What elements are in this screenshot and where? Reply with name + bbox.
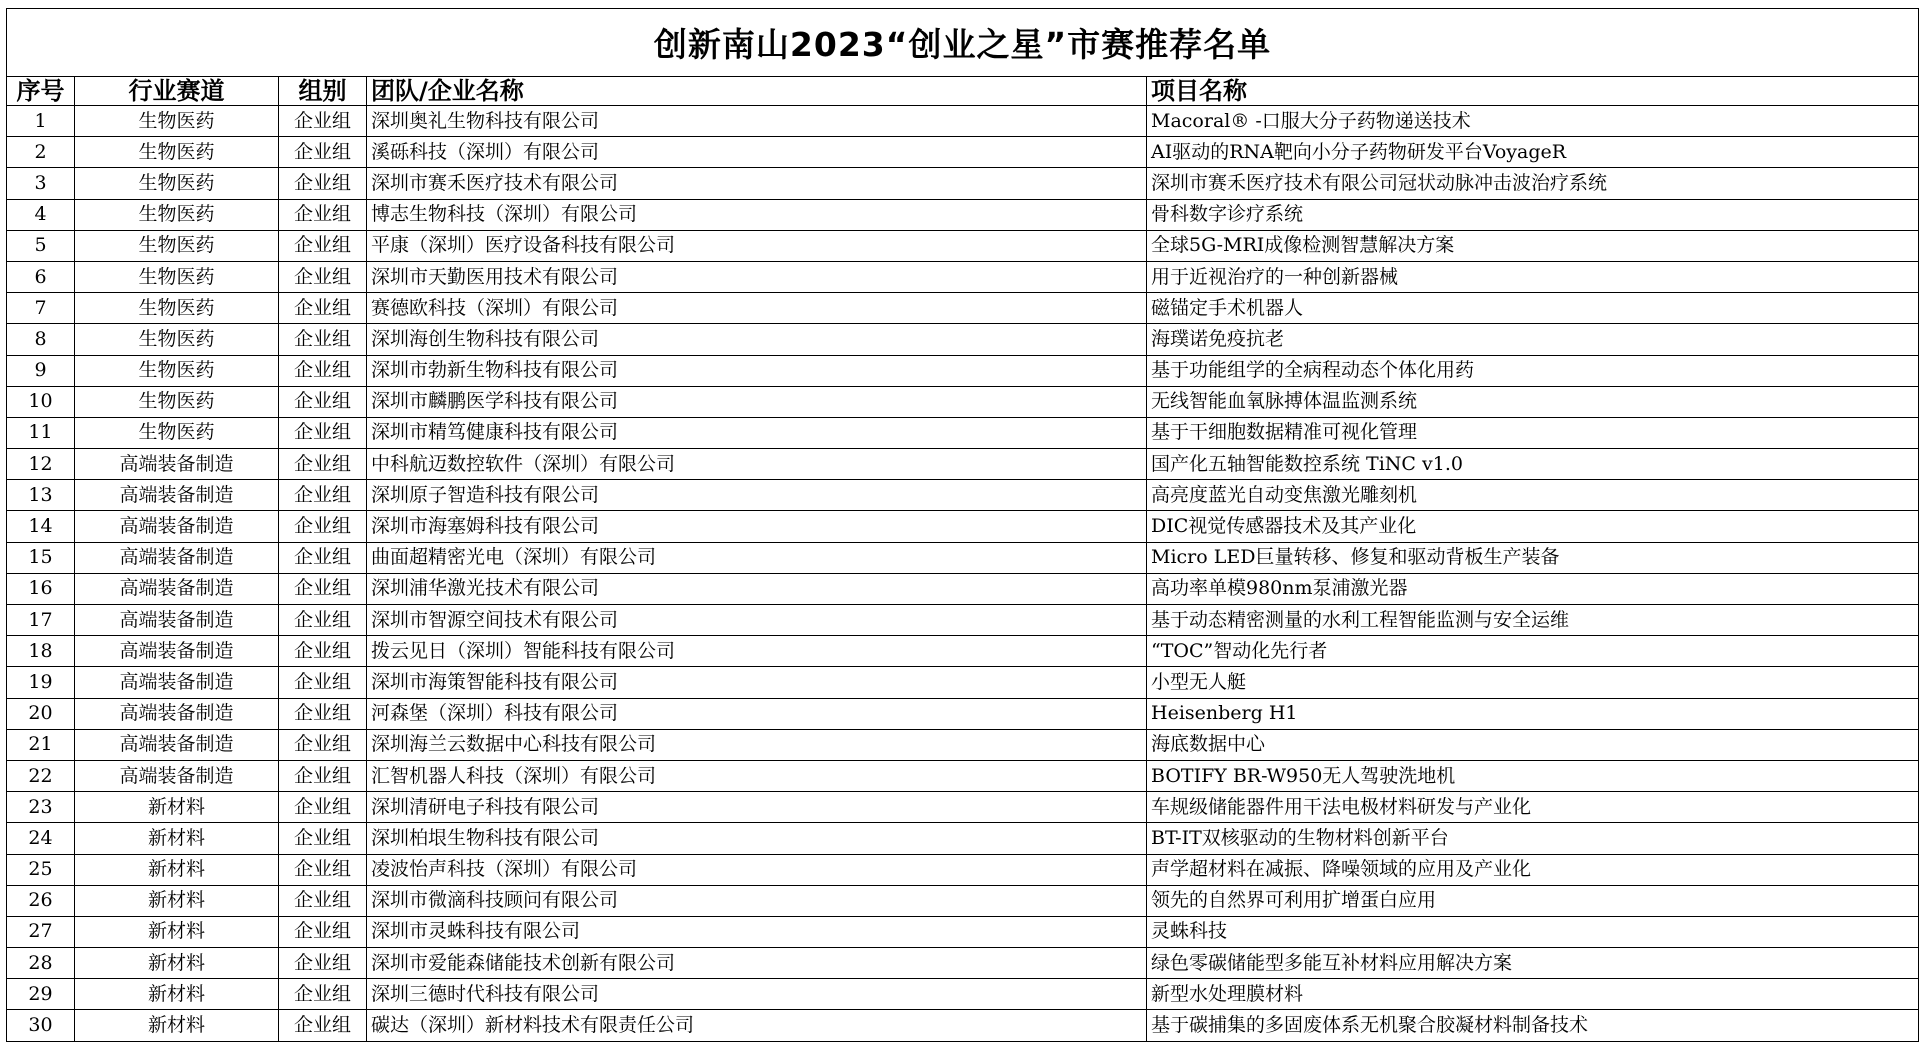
- row-project: 国产化五轴智能数控系统 TiNC v1.0: [1147, 449, 1919, 480]
- row-track: 新材料: [75, 948, 279, 979]
- row-project: 绿色零碳储能型多能互补材料应用解决方案: [1147, 948, 1919, 979]
- recommendation-list-table: [6, 8, 1919, 1042]
- row-track: 高端装备制造: [75, 636, 279, 667]
- row-track: 高端装备制造: [75, 480, 279, 511]
- row-project: BT-IT双核驱动的生物材料创新平台: [1147, 823, 1919, 854]
- row-project: 深圳市赛禾医疗技术有限公司冠状动脉冲击波治疗系统: [1147, 168, 1919, 199]
- row-company: 深圳市勃新生物科技有限公司: [367, 355, 1147, 386]
- row-index: 27: [7, 916, 75, 947]
- row-project: 骨科数字诊疗系统: [1147, 199, 1919, 230]
- table-row: [7, 698, 1919, 729]
- row-project: 基于碳捕集的多固废体系无机聚合胶凝材料制备技术: [1147, 1010, 1919, 1041]
- row-group: 企业组: [279, 199, 367, 230]
- row-group: 企业组: [279, 106, 367, 137]
- table-row: [7, 760, 1919, 791]
- row-track: 生物医药: [75, 230, 279, 261]
- row-company: 深圳市海塞姆科技有限公司: [367, 511, 1147, 542]
- row-project: AI驱动的RNA靶向小分子药物研发平台VoyageR: [1147, 137, 1919, 168]
- row-company: 汇智机器人科技（深圳）有限公司: [367, 760, 1147, 791]
- table-row: [7, 324, 1919, 355]
- row-company: 中科航迈数控软件（深圳）有限公司: [367, 449, 1147, 480]
- row-index: 16: [7, 573, 75, 604]
- row-group: 企业组: [279, 261, 367, 292]
- table-row: [7, 667, 1919, 698]
- table-row: [7, 1010, 1919, 1041]
- row-track: 高端装备制造: [75, 698, 279, 729]
- row-group: 企业组: [279, 885, 367, 916]
- row-index: 25: [7, 854, 75, 885]
- row-company: 溪砾科技（深圳）有限公司: [367, 137, 1147, 168]
- row-company: 深圳市海策智能科技有限公司: [367, 667, 1147, 698]
- table-row: [7, 137, 1919, 168]
- table-row: [7, 823, 1919, 854]
- row-track: 新材料: [75, 792, 279, 823]
- row-track: 高端装备制造: [75, 449, 279, 480]
- row-track: 新材料: [75, 885, 279, 916]
- row-project: Heisenberg H1: [1147, 698, 1919, 729]
- table-row: [7, 199, 1919, 230]
- row-index: 4: [7, 199, 75, 230]
- row-project: 高功率单模980nm泵浦激光器: [1147, 573, 1919, 604]
- row-group: 企业组: [279, 1010, 367, 1041]
- row-group: 企业组: [279, 230, 367, 261]
- row-company: 碳达（深圳）新材料技术有限责任公司: [367, 1010, 1147, 1041]
- row-company: 深圳市灵蛛科技有限公司: [367, 916, 1147, 947]
- header-row: [7, 77, 1919, 106]
- row-group: 企业组: [279, 449, 367, 480]
- row-company: 深圳市爱能森储能技术创新有限公司: [367, 948, 1147, 979]
- table-row: [7, 916, 1919, 947]
- row-company: 平康（深圳）医疗设备科技有限公司: [367, 230, 1147, 261]
- row-group: 企业组: [279, 605, 367, 636]
- row-index: 24: [7, 823, 75, 854]
- row-track: 生物医药: [75, 199, 279, 230]
- row-track: 高端装备制造: [75, 760, 279, 791]
- row-index: 21: [7, 729, 75, 760]
- table-row: [7, 636, 1919, 667]
- row-track: 生物医药: [75, 293, 279, 324]
- table-row: [7, 885, 1919, 916]
- row-group: 企业组: [279, 760, 367, 791]
- table-row: [7, 854, 1919, 885]
- row-index: 2: [7, 137, 75, 168]
- table-row: [7, 449, 1919, 480]
- row-project: DIC视觉传感器技术及其产业化: [1147, 511, 1919, 542]
- table-row: [7, 230, 1919, 261]
- row-track: 生物医药: [75, 386, 279, 417]
- row-track: 新材料: [75, 823, 279, 854]
- row-group: 企业组: [279, 293, 367, 324]
- row-group: 企业组: [279, 137, 367, 168]
- row-group: 企业组: [279, 511, 367, 542]
- row-index: 26: [7, 885, 75, 916]
- row-company: 凌波怡声科技（深圳）有限公司: [367, 854, 1147, 885]
- row-track: 新材料: [75, 979, 279, 1010]
- table-row: [7, 386, 1919, 417]
- row-group: 企业组: [279, 636, 367, 667]
- row-project: 用于近视治疗的一种创新器械: [1147, 261, 1919, 292]
- row-company: 深圳市智源空间技术有限公司: [367, 605, 1147, 636]
- row-track: 高端装备制造: [75, 667, 279, 698]
- header-project: 项目名称: [1147, 77, 1919, 106]
- row-group: 企业组: [279, 979, 367, 1010]
- row-index: 19: [7, 667, 75, 698]
- header-track: 行业赛道: [75, 77, 279, 106]
- table-row: [7, 573, 1919, 604]
- table-row: [7, 261, 1919, 292]
- sheet-title: 创新南山2023“创业之星”市赛推荐名单: [7, 9, 1919, 77]
- row-index: 11: [7, 417, 75, 448]
- row-index: 3: [7, 168, 75, 199]
- row-project: 灵蛛科技: [1147, 916, 1919, 947]
- row-index: 13: [7, 480, 75, 511]
- row-project: 声学超材料在减振、降噪领域的应用及产业化: [1147, 854, 1919, 885]
- title-row: [7, 9, 1919, 77]
- row-index: 12: [7, 449, 75, 480]
- table-row: [7, 948, 1919, 979]
- row-index: 5: [7, 230, 75, 261]
- row-project: 磁锚定手术机器人: [1147, 293, 1919, 324]
- row-track: 生物医药: [75, 324, 279, 355]
- table-row: [7, 729, 1919, 760]
- row-project: “TOC”智动化先行者: [1147, 636, 1919, 667]
- row-project: 基于干细胞数据精准可视化管理: [1147, 417, 1919, 448]
- row-group: 企业组: [279, 417, 367, 448]
- row-company: 深圳原子智造科技有限公司: [367, 480, 1147, 511]
- row-group: 企业组: [279, 792, 367, 823]
- row-company: 深圳柏垠生物科技有限公司: [367, 823, 1147, 854]
- row-group: 企业组: [279, 698, 367, 729]
- row-project: 领先的自然界可利用扩增蛋白应用: [1147, 885, 1919, 916]
- row-track: 生物医药: [75, 261, 279, 292]
- row-index: 29: [7, 979, 75, 1010]
- row-project: 海底数据中心: [1147, 729, 1919, 760]
- table-row: [7, 168, 1919, 199]
- row-track: 生物医药: [75, 168, 279, 199]
- row-project: Macoral® -口服大分子药物递送技术: [1147, 106, 1919, 137]
- row-index: 23: [7, 792, 75, 823]
- row-company: 深圳市麟鹏医学科技有限公司: [367, 386, 1147, 417]
- row-index: 14: [7, 511, 75, 542]
- row-company: 深圳市精笃健康科技有限公司: [367, 417, 1147, 448]
- row-group: 企业组: [279, 573, 367, 604]
- row-track: 新材料: [75, 1010, 279, 1041]
- row-index: 9: [7, 355, 75, 386]
- row-index: 17: [7, 605, 75, 636]
- row-project: 基于功能组学的全病程动态个体化用药: [1147, 355, 1919, 386]
- row-track: 高端装备制造: [75, 605, 279, 636]
- row-group: 企业组: [279, 324, 367, 355]
- row-company: 河森堡（深圳）科技有限公司: [367, 698, 1147, 729]
- row-group: 企业组: [279, 823, 367, 854]
- row-group: 企业组: [279, 854, 367, 885]
- row-track: 生物医药: [75, 137, 279, 168]
- row-index: 20: [7, 698, 75, 729]
- row-group: 企业组: [279, 916, 367, 947]
- row-company: 深圳市赛禾医疗技术有限公司: [367, 168, 1147, 199]
- row-company: 拨云见日（深圳）智能科技有限公司: [367, 636, 1147, 667]
- row-company: 赛德欧科技（深圳）有限公司: [367, 293, 1147, 324]
- table-row: [7, 511, 1919, 542]
- row-project: 无线智能血氧脉搏体温监测系统: [1147, 386, 1919, 417]
- row-track: 高端装备制造: [75, 511, 279, 542]
- table-row: [7, 792, 1919, 823]
- row-track: 高端装备制造: [75, 573, 279, 604]
- row-index: 8: [7, 324, 75, 355]
- table-row: [7, 355, 1919, 386]
- row-track: 高端装备制造: [75, 729, 279, 760]
- row-project: BOTIFY BR-W950无人驾驶洗地机: [1147, 760, 1919, 791]
- table-row: [7, 480, 1919, 511]
- row-company: 深圳海创生物科技有限公司: [367, 324, 1147, 355]
- row-company: 博志生物科技（深圳）有限公司: [367, 199, 1147, 230]
- row-project: 车规级储能器件用干法电极材料研发与产业化: [1147, 792, 1919, 823]
- row-group: 企业组: [279, 168, 367, 199]
- row-track: 新材料: [75, 916, 279, 947]
- row-group: 企业组: [279, 667, 367, 698]
- row-index: 22: [7, 760, 75, 791]
- row-project: Micro LED巨量转移、修复和驱动背板生产装备: [1147, 542, 1919, 573]
- row-index: 7: [7, 293, 75, 324]
- row-group: 企业组: [279, 542, 367, 573]
- row-project: 小型无人艇: [1147, 667, 1919, 698]
- row-company: 深圳三德时代科技有限公司: [367, 979, 1147, 1010]
- row-group: 企业组: [279, 480, 367, 511]
- header-index: 序号: [7, 77, 75, 106]
- row-company: 深圳海兰云数据中心科技有限公司: [367, 729, 1147, 760]
- header-company: 团队/企业名称: [367, 77, 1147, 106]
- row-index: 15: [7, 542, 75, 573]
- row-index: 30: [7, 1010, 75, 1041]
- table-row: [7, 106, 1919, 137]
- row-company: 曲面超精密光电（深圳）有限公司: [367, 542, 1147, 573]
- row-index: 28: [7, 948, 75, 979]
- row-index: 10: [7, 386, 75, 417]
- table-row: [7, 293, 1919, 324]
- row-track: 新材料: [75, 854, 279, 885]
- table-row: [7, 542, 1919, 573]
- table-row: [7, 417, 1919, 448]
- row-group: 企业组: [279, 355, 367, 386]
- row-track: 生物医药: [75, 355, 279, 386]
- row-project: 基于动态精密测量的水利工程智能监测与安全运维: [1147, 605, 1919, 636]
- row-company: 深圳市微滴科技顾问有限公司: [367, 885, 1147, 916]
- row-project: 新型水处理膜材料: [1147, 979, 1919, 1010]
- row-project: 高亮度蓝光自动变焦激光雕刻机: [1147, 480, 1919, 511]
- row-company: 深圳清研电子科技有限公司: [367, 792, 1147, 823]
- row-group: 企业组: [279, 948, 367, 979]
- row-project: 全球5G-MRI成像检测智慧解决方案: [1147, 230, 1919, 261]
- row-company: 深圳市天勤医用技术有限公司: [367, 261, 1147, 292]
- row-track: 生物医药: [75, 106, 279, 137]
- row-company: 深圳奥礼生物科技有限公司: [367, 106, 1147, 137]
- row-track: 高端装备制造: [75, 542, 279, 573]
- row-project: 海璞诺免疫抗老: [1147, 324, 1919, 355]
- row-index: 18: [7, 636, 75, 667]
- table-row: [7, 979, 1919, 1010]
- header-group: 组别: [279, 77, 367, 106]
- row-track: 生物医药: [75, 417, 279, 448]
- row-group: 企业组: [279, 386, 367, 417]
- row-index: 6: [7, 261, 75, 292]
- row-index: 1: [7, 106, 75, 137]
- row-company: 深圳浦华激光技术有限公司: [367, 573, 1147, 604]
- table-row: [7, 605, 1919, 636]
- row-group: 企业组: [279, 729, 367, 760]
